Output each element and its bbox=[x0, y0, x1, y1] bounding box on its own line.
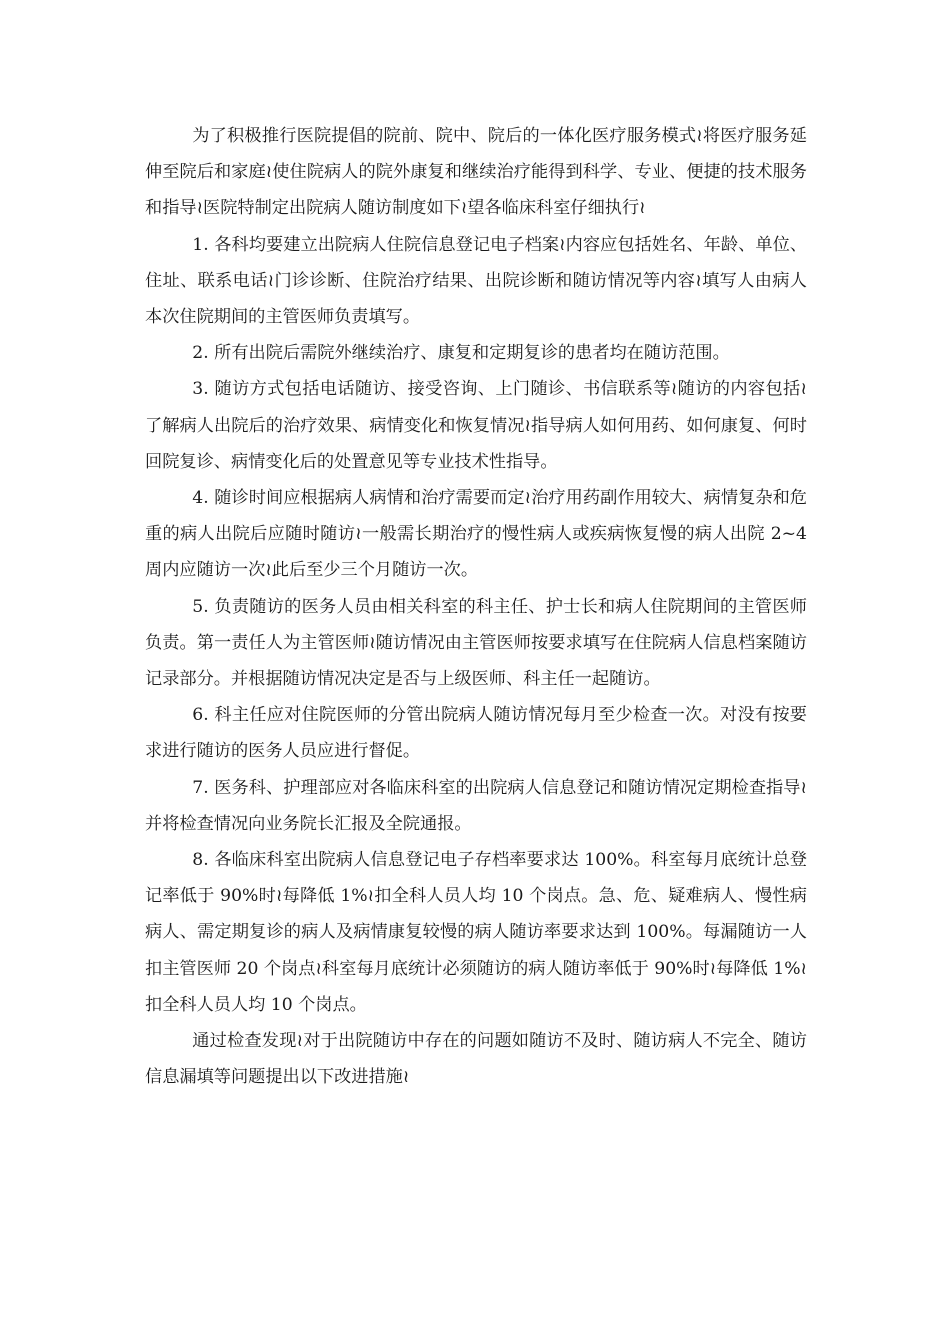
rule-item-1: 1. 各科均要建立出院病人住院信息登记电子档案≀内容应包括姓名、年龄、单位、住址、联系电话≀门诊诊断、住院治疗结果、出院诊断和随访情况等内容≀填写人由病人本次住院期间的主管医师负责填写。 bbox=[145, 234, 807, 328]
rule-item-5: 5. 负责随访的医务人员由相关科室的科主任、护士长和病人住院期间的主管医师负责。第一责任人为主管医师≀随访情况由主管医师按要求填写在住院病人信息档案随访记录部分。并根据随访情况决定是否与上级医师、科主任一起随访。 bbox=[145, 596, 807, 690]
rule-item-7: 7. 医务科、护理部应对各临床科室的出院病人信息登记和随访情况定期检查指导≀并将检查情况向业务院长汇报及全院通报。 bbox=[145, 777, 807, 834]
rule-item-4: 4. 随诊时间应根据病人病情和治疗需要而定≀治疗用药副作用较大、病情复杂和危重的病人出院后应随时随访≀一般需长期治疗的慢性病人或疾病恢复慢的病人出院 2~4 周内应随访一次≀此后至少三个月随访一次。 bbox=[145, 488, 807, 581]
document-body bbox=[145, 118, 807, 1095]
rule-item-6: 6. 科主任应对住院医师的分管出院病人随访情况每月至少检查一次。对没有按要求进行随访的医务人员应进行督促。 bbox=[145, 705, 807, 762]
rule-item-2: 2. 所有出院后需院外继续治疗、康复和定期复诊的患者均在随访范围。 bbox=[192, 343, 730, 364]
rule-item-3: 3. 随访方式包括电话随访、接受咨询、上门随诊、书信联系等≀随访的内容包括≀了解病人出院后的治疗效果、病情变化和恢复情况≀指导病人如何用药、如何康复、何时回院复诊、病情变化后的处置意见等专业技术性指导。 bbox=[145, 379, 807, 472]
closing-paragraph: 通过检查发现≀对于出院随访中存在的问题如随访不及时、随访病人不完全、随访信息漏填等问题提出以下改进措施≀ bbox=[145, 1031, 807, 1088]
intro-paragraph: 为了积极推行医院提倡的院前、院中、院后的一体化医疗服务模式≀将医疗服务延伸至院后和家庭≀使住院病人的院外康复和继续治疗能得到科学、专业、便捷的技术服务和指导≀医院特制定出院病人随访制度如下≀望各临床科室仔细执行≀ bbox=[145, 126, 807, 219]
rule-item-8: 8. 各临床科室出院病人信息登记电子存档率要求达 100%。科室每月底统计总登记率低于 90%时≀每降低 1%≀扣全科人员人均 10 个岗点。急、危、疑难病人、慢性病病人、需定期复诊的病人及病情康复较慢的病人随访率要求达到 100%。每漏随访一人扣主管医师 20 个岗点≀科室每月底统计必须随访的病人随访率低于 90%时≀每降低 1%≀扣全科人员人均 10 个岗点。 bbox=[145, 850, 807, 1015]
